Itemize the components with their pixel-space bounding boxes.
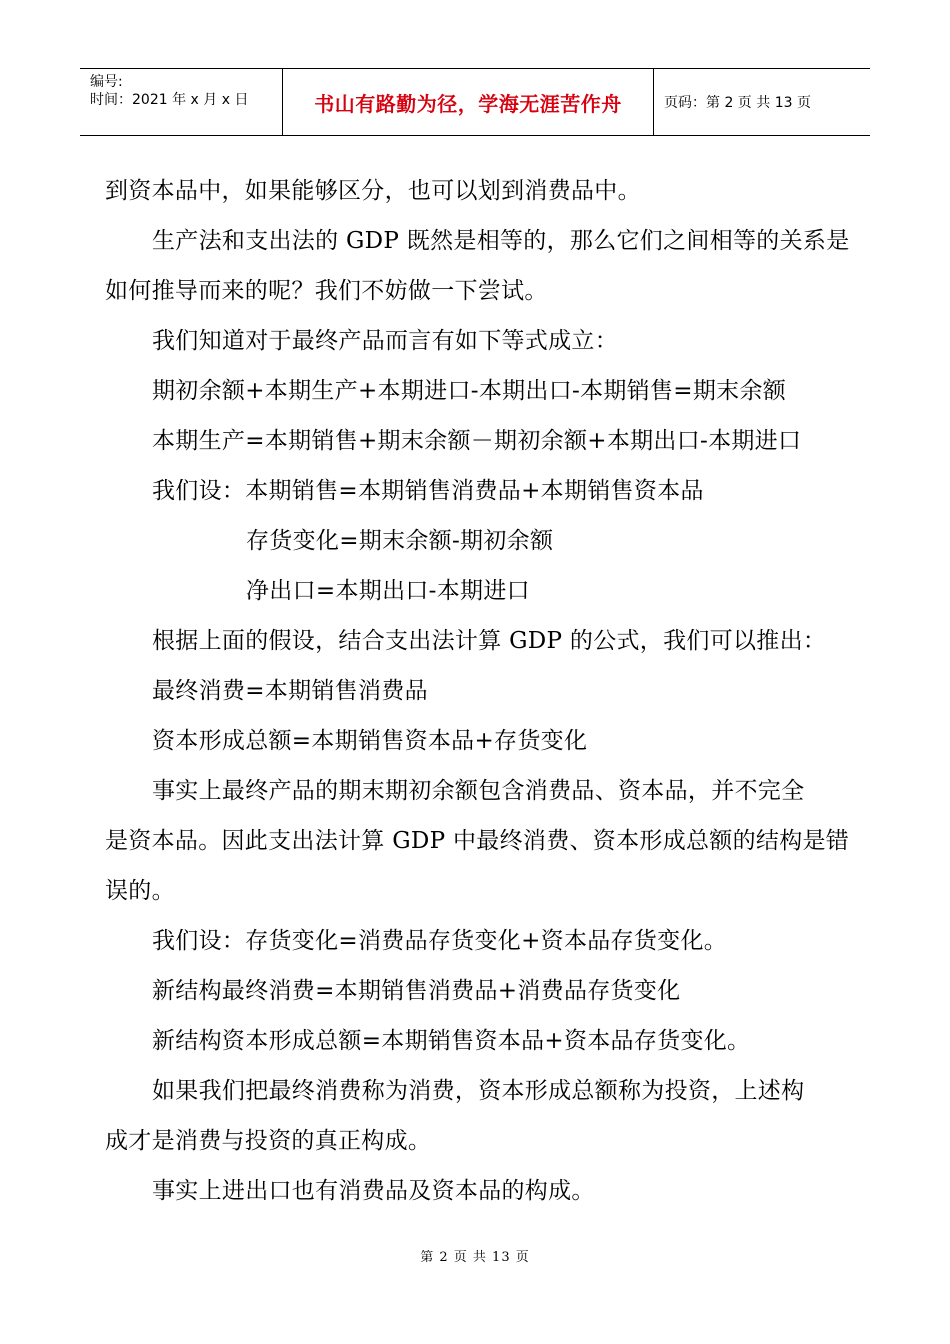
paragraph-line: 误的。 xyxy=(105,878,175,904)
equation-line: 期初余额+本期生产+本期进口-本期出口-本期销售=期末余额 xyxy=(152,378,787,404)
time-label: 时间：2021 年 x 月 x 日 xyxy=(90,92,249,108)
equation-line: 新结构最终消费=本期销售消费品+消费品存货变化 xyxy=(152,978,681,1004)
paragraph-line: 我们知道对于最终产品而言有如下等式成立： xyxy=(152,328,618,354)
equation-line: 我们设：存货变化=消费品存货变化+资本品存货变化。 xyxy=(152,928,728,954)
paragraph-line: 生产法和支出法的 GDP 既然是相等的，那么它们之间相等的关系是 xyxy=(152,228,850,254)
header-page-info: 页码：第 2 页 共 13 页 xyxy=(664,95,811,111)
body-text xyxy=(105,166,850,1216)
header-motto: 书山有路勤为径，学海无涯苦作舟 xyxy=(282,69,654,135)
page-header xyxy=(80,68,870,136)
paragraph-line: 如何推导而来的呢？我们不妨做一下尝试。 xyxy=(105,278,548,304)
equation-line: 资本形成总额=本期销售资本品+存货变化 xyxy=(152,728,588,754)
equation-line: 最终消费=本期销售消费品 xyxy=(152,678,428,704)
equation-line: 净出口=本期出口-本期进口 xyxy=(246,578,530,604)
paragraph-line: 是资本品。因此支出法计算 GDP 中最终消费、资本形成总额的结构是错 xyxy=(105,828,850,854)
paragraph-line: 如果我们把最终消费称为消费，资本形成总额称为投资，上述构 xyxy=(152,1078,805,1104)
equation-line: 存货变化=期末余额-期初余额 xyxy=(246,528,554,554)
equation-line: 新结构资本形成总额=本期销售资本品+资本品存货变化。 xyxy=(152,1028,751,1054)
paragraph-line: 事实上最终产品的期末期初余额包含消费品、资本品，并不完全 xyxy=(152,778,805,804)
header-meta xyxy=(80,69,282,135)
page-footer: 第 2 页 共 13 页 xyxy=(420,1250,530,1265)
equation-line: 本期生产=本期销售+期末余额－期初余额+本期出口-本期进口 xyxy=(152,428,802,454)
paragraph-line: 根据上面的假设，结合支出法计算 GDP 的公式，我们可以推出： xyxy=(152,628,827,654)
paragraph-line: 事实上进出口也有消费品及资本品的构成。 xyxy=(152,1178,595,1204)
paragraph-line: 到资本品中，如果能够区分，也可以划到消费品中。 xyxy=(105,178,641,204)
number-label: 编号: xyxy=(90,74,123,90)
equation-line: 我们设：本期销售=本期销售消费品+本期销售资本品 xyxy=(152,478,704,504)
paragraph-line: 成才是消费与投资的真正构成。 xyxy=(105,1128,432,1154)
